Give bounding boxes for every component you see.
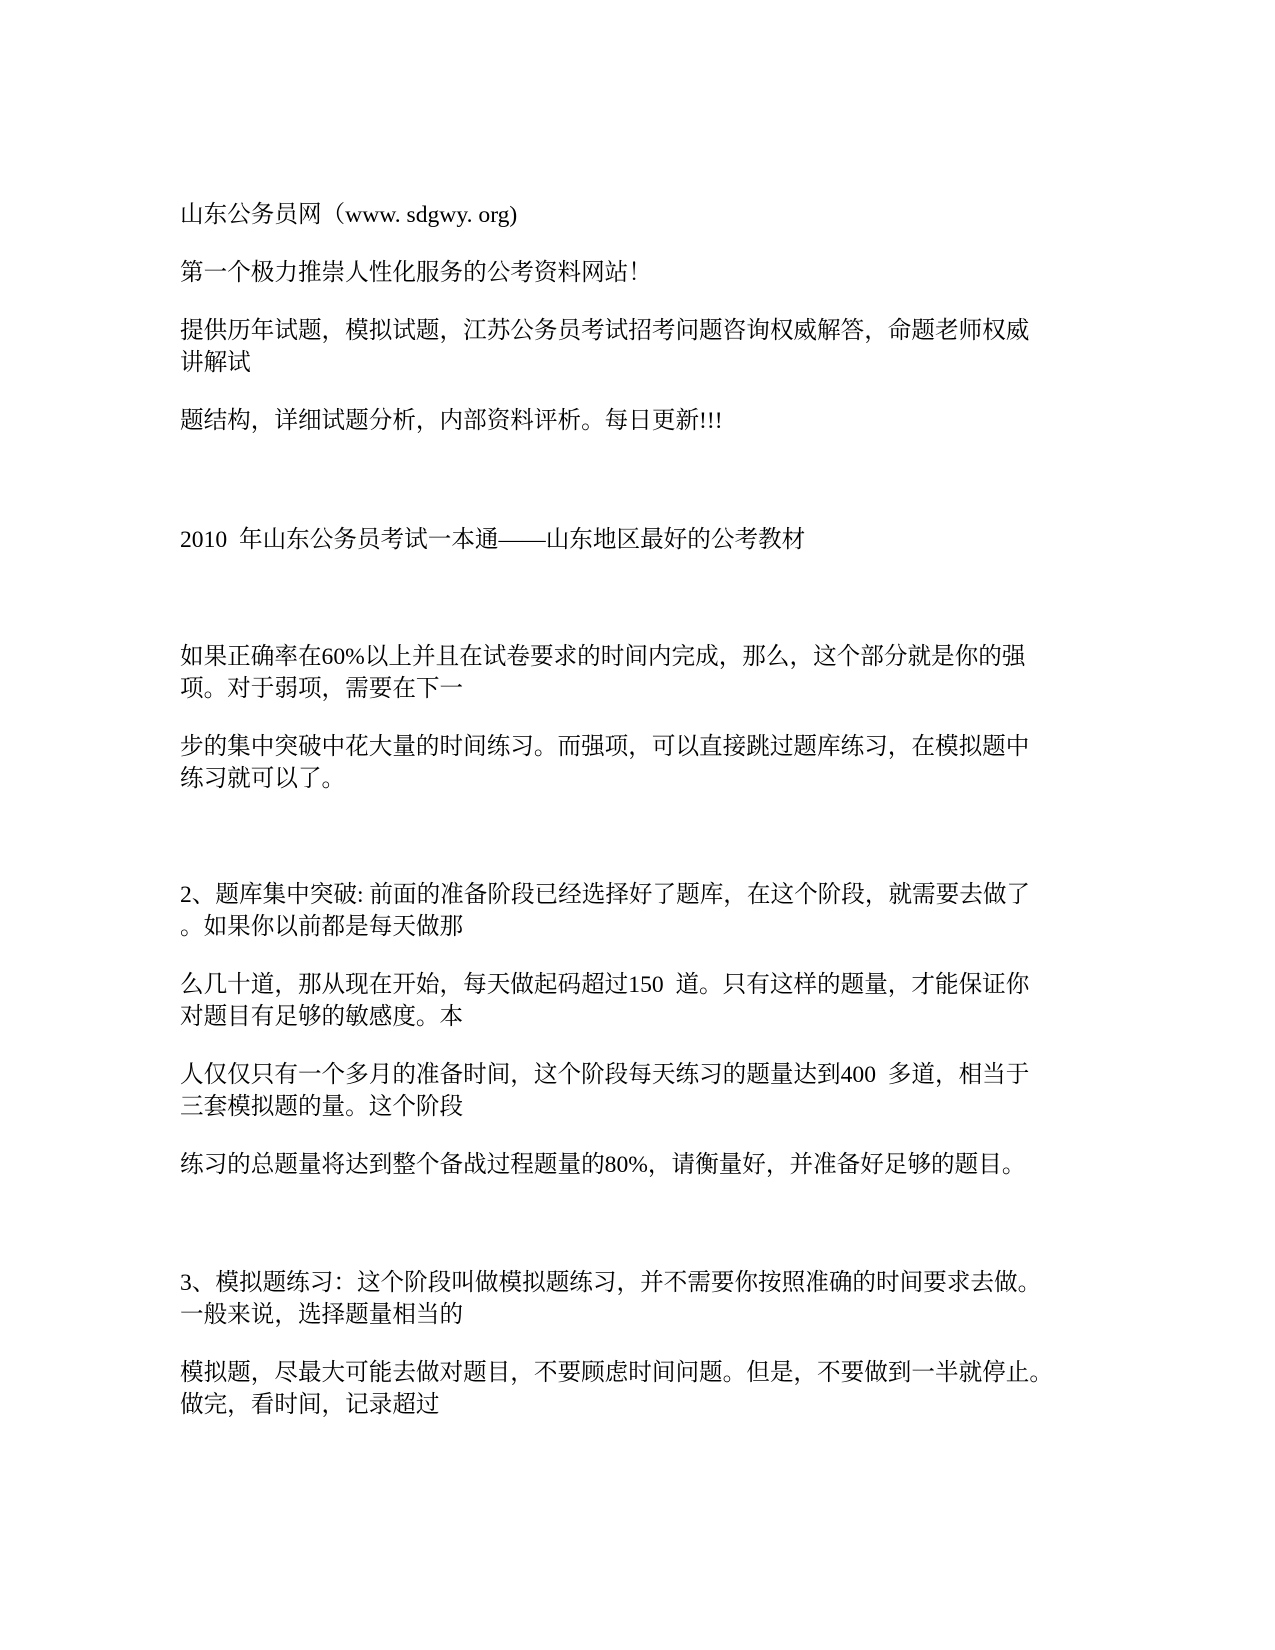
- paragraph-line: 讲解试: [180, 350, 251, 376]
- paragraph-line: 提供历年试题，模拟试题，江苏公务员考试招考问题咨询权威解答，命题老师权威: [180, 318, 1030, 344]
- paragraph-line: 模拟题，尽最大可能去做对题目，不要顾虑时间问题。但是，不要做到一半就停止。: [180, 1360, 1053, 1386]
- paragraph-line: 练习就可以了。: [180, 766, 346, 792]
- book-title: 2010 年山东公务员考试一本通——山东地区最好的公考教材: [180, 527, 806, 553]
- paragraph-line: 么几十道，那从现在开始，每天做起码超过150 道。只有这样的题量，才能保证你: [180, 972, 1030, 998]
- paragraph-line: 。如果你以前都是每天做那: [180, 914, 464, 940]
- paragraph-line: 对题目有足够的敏感度。本: [180, 1004, 464, 1030]
- site-tagline: 第一个极力推崇人性化服务的公考资料网站！: [180, 260, 652, 286]
- paragraph-line: 三套模拟题的量。这个阶段: [180, 1094, 464, 1120]
- paragraph-line: 练习的总题量将达到整个备战过程题量的80%，请衡量好，并准备好足够的题目。: [180, 1152, 1026, 1178]
- paragraph-line: 项。对于弱项，需要在下一: [180, 676, 464, 702]
- paragraph-line: 2、题库集中突破: 前面的准备阶段已经选择好了题库，在这个阶段，就需要去做了: [180, 882, 1031, 908]
- paragraph-line: 一般来说，选择题量相当的: [180, 1302, 464, 1328]
- paragraph-line: 题结构，详细试题分析，内部资料评析。每日更新!!!: [180, 408, 723, 434]
- paragraph-line: 如果正确率在60%以上并且在试卷要求的时间内完成，那么，这个部分就是你的强: [180, 644, 1026, 670]
- paragraph-line: 步的集中突破中花大量的时间练习。而强项，可以直接跳过题库练习，在模拟题中: [180, 734, 1030, 760]
- site-title: 山东公务员网（www. sdgwy. org): [180, 202, 518, 228]
- paragraph-line: 做完，看时间，记录超过: [180, 1392, 440, 1418]
- paragraph-line: 3、模拟题练习：这个阶段叫做模拟题练习，并不需要你按照准确的时间要求去做。: [180, 1270, 1042, 1296]
- paragraph-line: 人仅仅只有一个多月的准备时间，这个阶段每天练习的题量达到400 多道，相当于: [180, 1062, 1030, 1088]
